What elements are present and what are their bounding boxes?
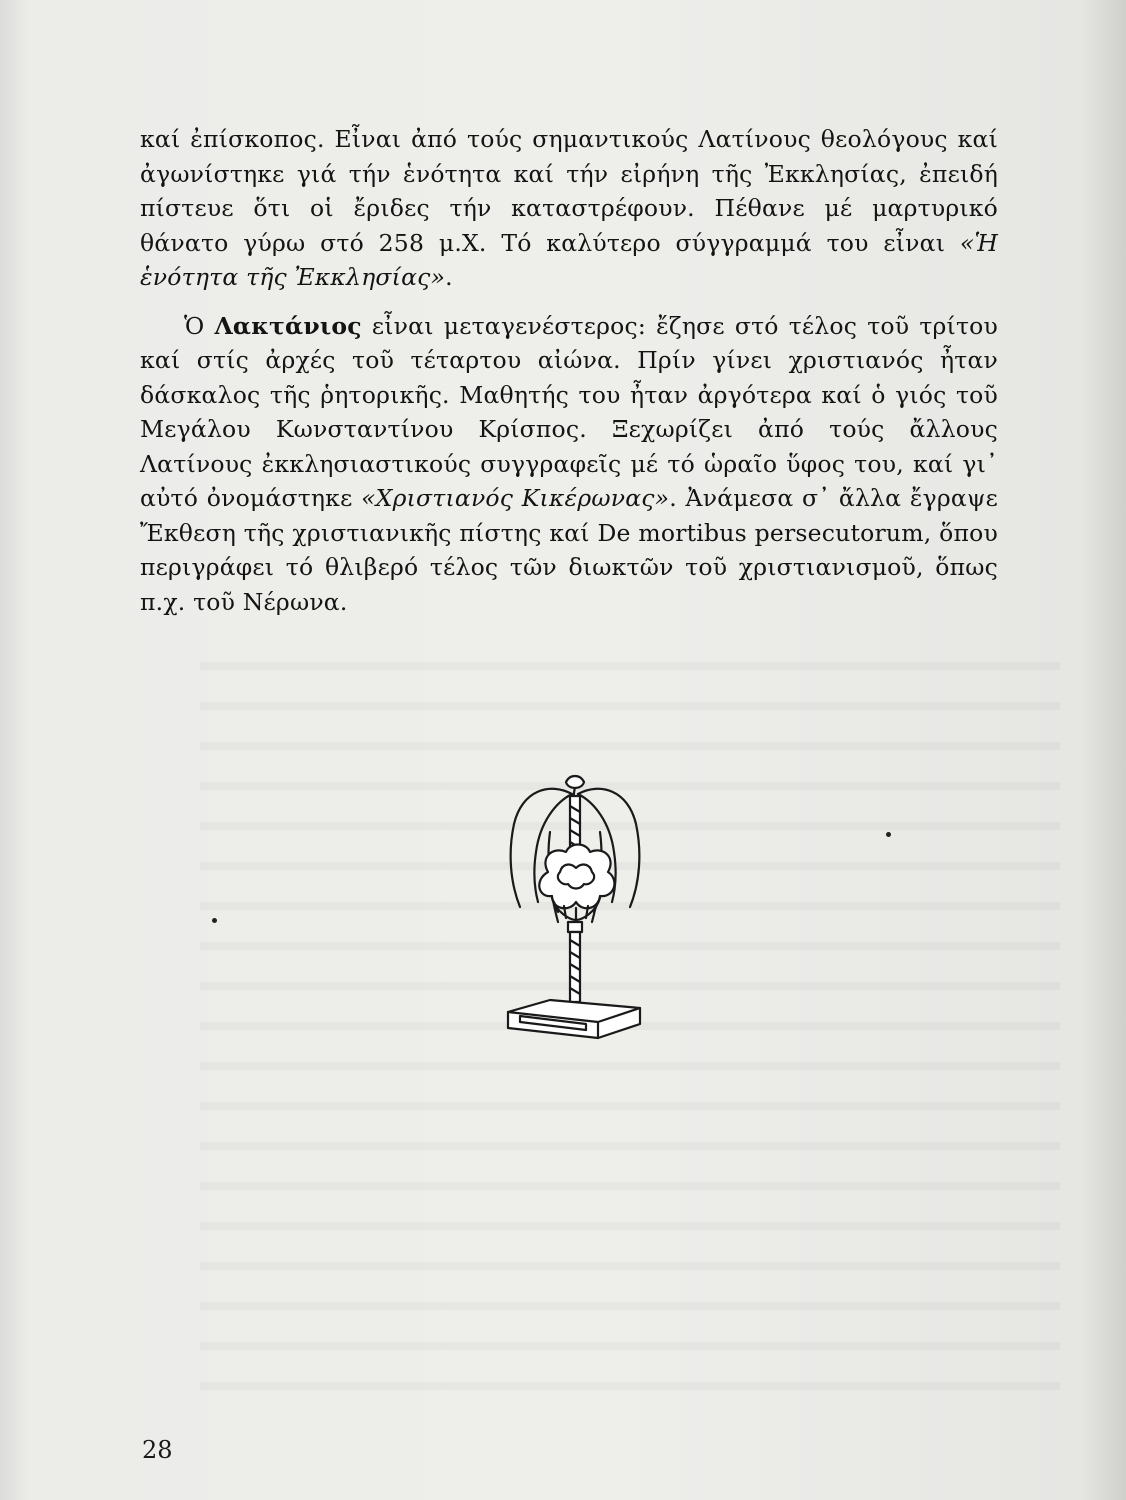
speck xyxy=(886,832,891,837)
paragraph-cyprian-end xyxy=(140,122,998,295)
paragraph2-text2: . Ἀνάμεσα σ᾽ ἄλλα ἔγραψε Ἔκθεση τῆς χριστιανικῆς πίστης καί De mortibus persecutorum, ὅπου περιγράφει τό θλιβερό τέλος τῶν διωκτῶν τοῦ χριστιανισμοῦ, ὅπως π.χ. τοῦ Νέρωνα. xyxy=(140,484,998,616)
paragraph1-end: . xyxy=(445,263,453,291)
main-text xyxy=(140,122,998,619)
page-number: 28 xyxy=(142,1436,173,1464)
author-name: Λακτάνιος xyxy=(214,311,362,340)
paragraph2-text1: εἶναι μεταγενέστερος: ἔζησε στό τέλος τοῦ τρίτου καί στίς ἀρχές τοῦ τέταρτου αἰώνα. Πρίν γίνει χριστιανός ἦταν δάσκαλος τῆς ῥητορικῆς. Μαθητής του ἦταν ἀργότερα καί ὁ γιός τοῦ Μεγάλου Κωνσταντίνου Κρίσπος. Ξεχωρίζει ἀπό τούς ἄλλους Λατίνους ἐκκλησιαστικούς συγγραφεῖς μέ τό ὡραῖο ὕφος του, καί γι᾽ αὐτό ὀνομάστηκε xyxy=(140,311,998,512)
author-nickname: «Χριστιανός Κικέρωνας» xyxy=(361,484,670,512)
speck xyxy=(212,918,217,923)
paragraph1-text: καί ἐπίσκοπος. Εἶναι ἀπό τούς σημαντικούς Λατίνους θεολόγους καί ἀγωνίστηκε γιά τήν ἑνότητα καί τήν εἰρήνη τῆς Ἐκκλησίας, ἐπειδή πίστευε ὅτι οἱ ἔριδες τήν καταστρέφουν. Πέθανε μέ μαρτυρικό θάνατο γύρω στό 258 μ.Χ. Τό καλύτερο σύγγραμμά του εἶναι xyxy=(140,125,998,257)
fountain-lamp-icon xyxy=(490,772,660,1062)
paragraph2-lead: Ὁ xyxy=(184,311,215,340)
paragraph-lactantius xyxy=(140,309,998,620)
book-title: «Ἡ ἑνότητα τῆς Ἐκκλησίας» xyxy=(140,228,998,291)
